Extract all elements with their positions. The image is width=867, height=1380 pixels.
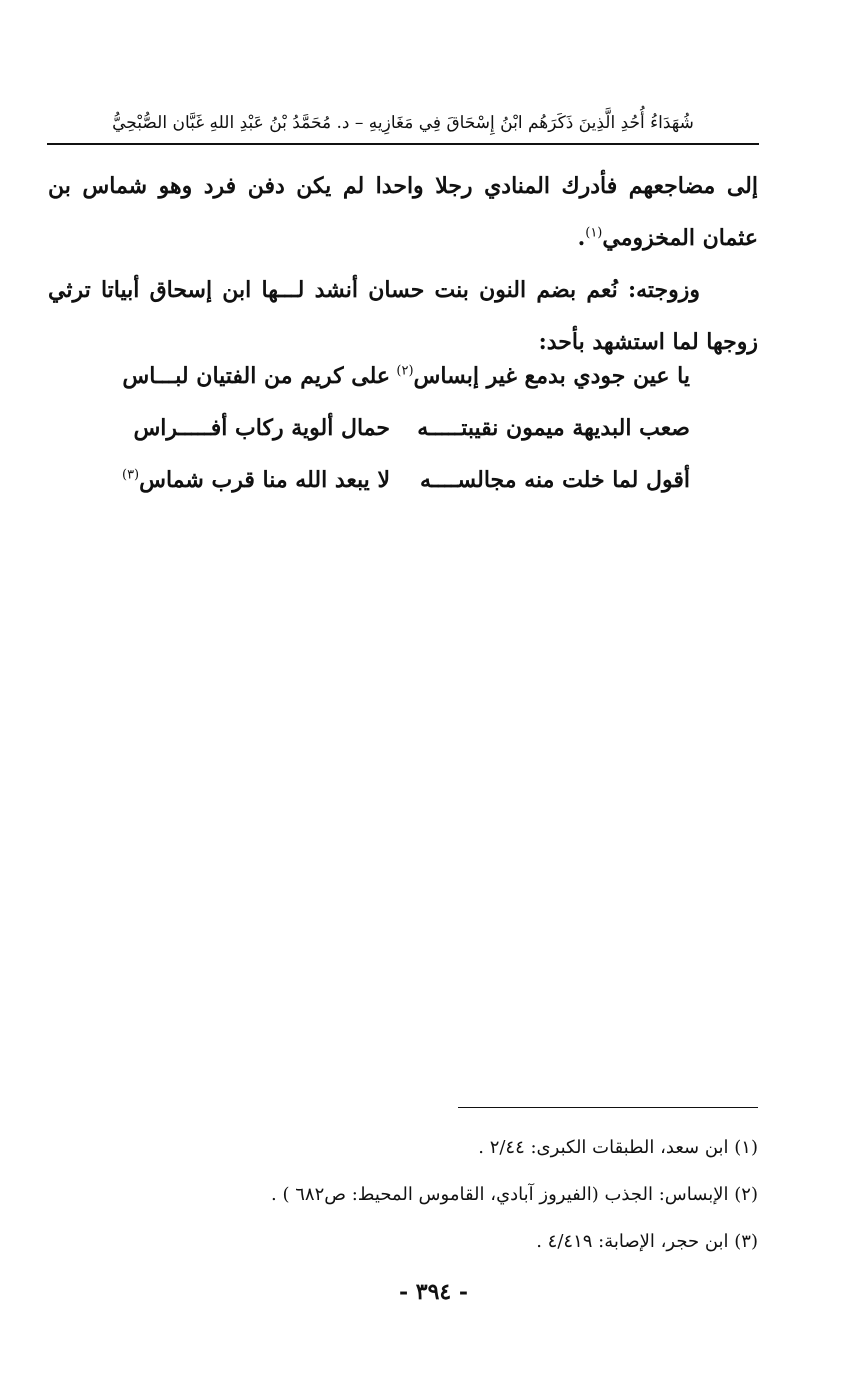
verse — [48, 402, 758, 454]
verse — [48, 454, 758, 506]
footnote-2: (٢) الإبساس: الجذب (الفيروز آبادي، القاموس المحيط: ص٦٨٢ ) . — [271, 1184, 758, 1205]
footnote-divider — [458, 1107, 758, 1108]
verse-second-hemistich: لا يبعد الله منا قرب شماس$^{(٣)}$ — [121, 467, 390, 493]
paragraph-1-text: إلى مضاجعهم فأدرك المنادي رجلا واحدا لم يكن دفن فرد وهو شماس بن عثمان المخزومي — [48, 173, 758, 251]
verse-first-hemistich: أقول لما خلت منه مجالســــه — [419, 467, 690, 493]
paragraph-1-end: . — [577, 225, 586, 251]
main-text — [48, 160, 758, 368]
paragraph-1 — [48, 160, 758, 264]
page-number: - ٣٩٤ - — [398, 1279, 469, 1305]
footnote-ref-1[interactable]: (١) — [585, 225, 603, 241]
poem — [48, 350, 758, 506]
verse-second-hemistich: على كريم من الفتيان لبـــاس — [122, 363, 390, 389]
verse — [48, 350, 758, 402]
verse-second-hemistich: حمال ألوية ركاب أفـــــراس — [133, 415, 390, 441]
footnote-1: (١) ابن سعد، الطبقات الكبرى: ٢/٤٤ . — [478, 1137, 758, 1158]
paragraph-2: وزوجته: نُعم بضم النون بنت حسان أنشد لـــها ابن إسحاق أبياتا ترثي زوجها لما استشهد بأحد: — [48, 277, 758, 355]
running-header: شُهَدَاءُ أُحُدِ الَّذِينَ ذَكَرَهُم ابْنُ إِسْحَاقَ فِي مَغَازِيهِ – د. مُحَمَّدُ بْنُ عَبْدِ اللهِ غَبَّان الصُّبْحِيُّ — [112, 113, 694, 133]
verse-first-hemistich: صعب البديهة ميمون نقيبتـــــه — [417, 415, 690, 441]
footnote-ref-3[interactable]: (٣) — [121, 467, 140, 483]
footnote-3: (٣) ابن حجر، الإصابة: ٤/٤١٩ . — [536, 1231, 758, 1252]
verse-first-hemistich: يا عين جودي بدمع غير إبساس$^{(٢)}$ — [396, 363, 690, 389]
header-divider — [47, 143, 759, 145]
footnotes — [48, 1124, 758, 1265]
footnote-ref-2[interactable]: (٢) — [396, 363, 414, 379]
